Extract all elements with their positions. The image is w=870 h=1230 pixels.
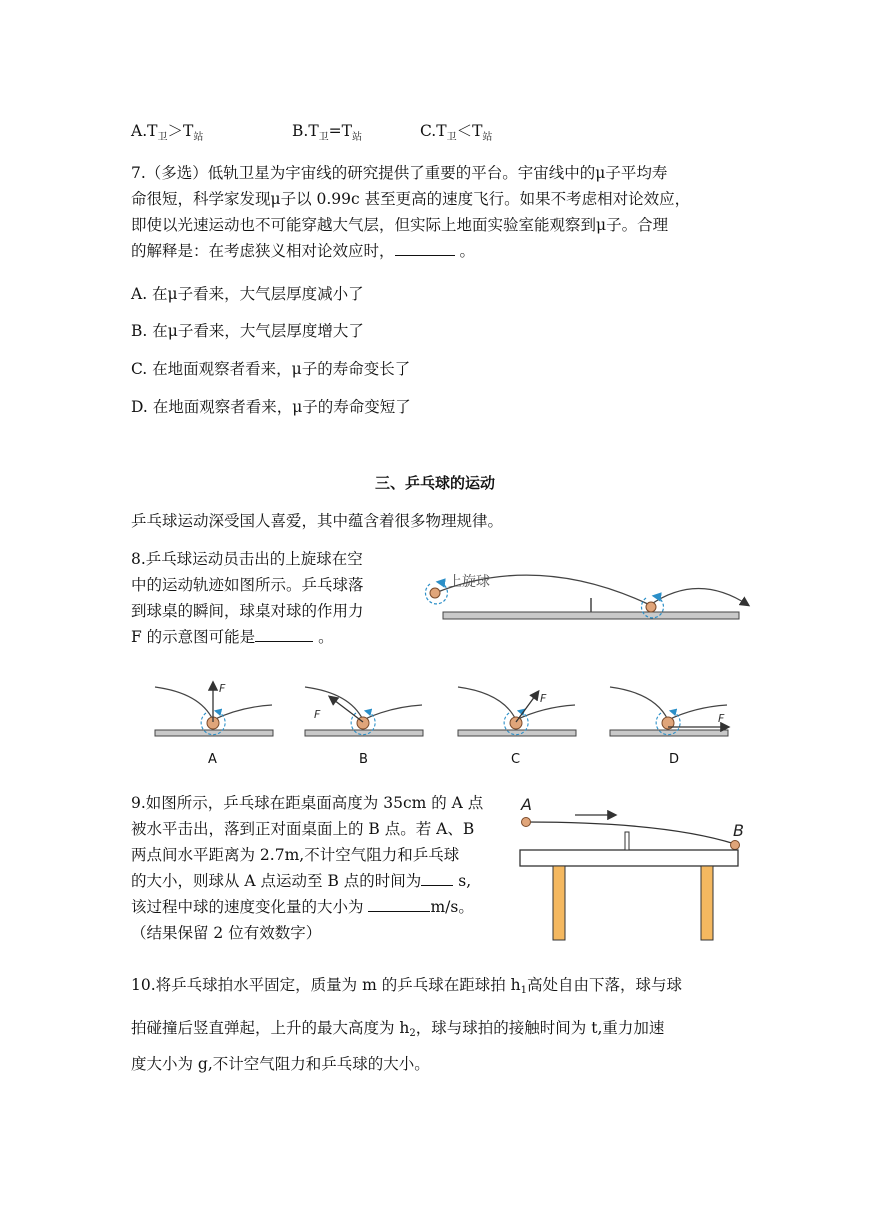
section-intro: 乒乓球运动深受国人喜爱，其中蕴含着很多物理规律。 — [131, 512, 504, 530]
q6-option-a: $A.T_卫>T_站$ — [131, 122, 204, 143]
table-surface — [443, 612, 739, 619]
section-title: 三、乒乓球的运动 — [374, 474, 495, 492]
q8-line-2: 中的运动轨迹如图所示。乒乓球落 — [131, 576, 364, 594]
q8-line-4: F 的示意图可能是 。 — [131, 628, 334, 646]
table-top — [520, 850, 738, 866]
q9-line-2: 被水平击出，落到正对面桌面上的 B 点。若 A、B — [131, 820, 475, 838]
q7-option-b: B. 在μ子看来，大气层厚度增大了 — [131, 322, 364, 340]
svg-text:F: F — [540, 692, 547, 705]
q9-line-4: 的大小，则球从 A 点运动至 B 点的时间为 s, — [131, 872, 472, 890]
answer-blank[interactable] — [368, 897, 430, 912]
answer-blank[interactable] — [255, 627, 313, 642]
ball-landing — [646, 602, 656, 612]
force-arrow — [516, 692, 538, 722]
q7-line-3: 即使以光速运动也不可能穿越大气层，但实际上地面实验室能观察到μ子。合理 — [131, 216, 669, 234]
q10-line-1: 10.将乒乓球拍水平固定，质量为 m 的乒乓球在距球拍 h1高处自由下落，球与球 — [131, 976, 683, 996]
topspin-label: 上旋球 — [448, 574, 490, 590]
q7-line-2: 命很短，科学家发现μ子以 0.99c 甚至更高的速度飞行。如果不考虑相对论效应， — [131, 190, 691, 208]
trajectory — [527, 822, 735, 844]
option-a-diagram — [155, 682, 273, 736]
answer-blank[interactable] — [421, 871, 453, 886]
q10-line-2: 拍碰撞后竖直弹起，上升的最大高度为 h2，球与球拍的接触时间为 t,重力加速 — [131, 1019, 665, 1039]
q9-line-5: 该过程中球的速度变化量的大小为 m/s。 — [131, 898, 474, 916]
option-c-diagram — [458, 687, 576, 736]
svg-text:F: F — [219, 682, 226, 695]
q8-line-3: 到球桌的瞬间，球桌对球的作用力 — [131, 602, 364, 620]
q9-line-3: 两点间水平距离为 2.7m,不计空气阻力和乒乓球 — [131, 846, 460, 864]
net — [625, 832, 629, 850]
q9-line-6: （结果保留 2 位有效数字） — [131, 924, 322, 942]
point-b-label: B — [733, 821, 744, 840]
trajectory-arc-2 — [650, 589, 748, 606]
q8-line-1: 8.乒乓球运动员击出的上旋球在空 — [131, 550, 363, 568]
option-label-c: C — [511, 752, 521, 767]
q7-option-d: D. 在地面观察者看来，μ子的寿命变短了 — [131, 398, 411, 416]
option-label-a: A — [208, 752, 217, 767]
ball-a — [522, 818, 531, 827]
svg-text:F: F — [718, 712, 725, 725]
svg-text:F: F — [314, 708, 321, 721]
option-label-b: B — [359, 752, 368, 767]
q7-option-c: C. 在地面观察者看来，μ子的寿命变长了 — [131, 360, 411, 378]
option-label-d: D — [669, 752, 680, 767]
option-d-diagram — [610, 687, 728, 736]
ball-b — [731, 841, 740, 850]
force-options-figure — [150, 675, 780, 745]
q9-line-1: 9.如图所示，乒乓球在距桌面高度为 35cm 的 A 点 — [131, 794, 484, 812]
q10-line-3: 度大小为 g,不计空气阻力和乒乓球的大小。 — [131, 1055, 430, 1073]
table-leg — [701, 866, 713, 940]
point-a-label: A — [521, 795, 532, 814]
q7-line-4: 的解释是：在考虑狭义相对论效应时， 。 — [131, 242, 475, 260]
q7-option-a: A. 在μ子看来，大气层厚度减小了 — [131, 285, 364, 303]
ball-start — [430, 588, 440, 598]
answer-blank[interactable] — [395, 241, 455, 256]
topspin-trajectory-figure — [418, 560, 763, 635]
table-leg — [553, 866, 565, 940]
q7-line-1: 7.（多选）低轨卫星为宇宙线的研究提供了重要的平台。宇宙线中的μ子平均寿 — [131, 164, 668, 182]
q6-option-b: $B.T_卫=T_站$ — [292, 122, 362, 143]
table-projectile-figure — [515, 792, 775, 942]
q6-option-c: $C.T_卫<T_站$ — [420, 122, 493, 143]
option-b-diagram — [305, 687, 423, 736]
